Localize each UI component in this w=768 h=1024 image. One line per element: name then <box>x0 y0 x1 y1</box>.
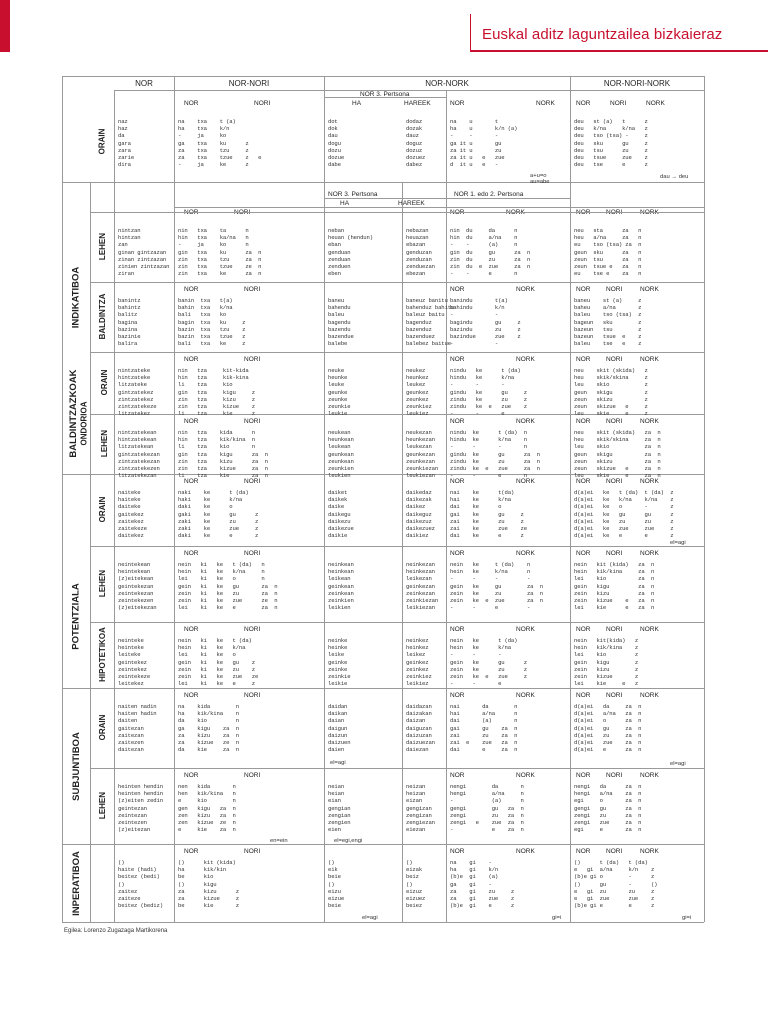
sub-header-label: NORI <box>244 286 261 293</box>
column-divider <box>446 90 447 182</box>
sub-header-label: NOR <box>450 100 465 107</box>
sub-header-label: NOR <box>450 356 465 363</box>
sub-header-label: NORK <box>640 209 659 216</box>
subsection-baldintza: BALDINTZA <box>97 293 107 339</box>
row-divider <box>90 546 704 547</box>
column-header-nor-nori-nork: NOR-NORI-NORK <box>603 79 671 88</box>
conjugation-cell-nork: nein ke t (da) n hein ke k/na n - - - - gein ke gu za n zein ke zu za n zein ke e zue za n - - e - <box>450 561 543 612</box>
conjugation-cell-nori: nin txa ta n hin txa ka/na n - ja ko n gin txa ku za n zin txa tzu za n zin txa tzue ze n zin txa ke za n <box>178 227 262 278</box>
sub-header-label: NORI <box>244 356 261 363</box>
column-divider <box>324 76 325 922</box>
sub-header-label: NORI <box>244 772 261 779</box>
row-divider <box>62 182 704 183</box>
sub-header-label: NOR 1. edo 2. Pertsona <box>454 191 524 198</box>
subsection-ondorioa: ONDORIOA <box>79 401 89 446</box>
sub-header-label: NOR <box>450 772 465 779</box>
header-underline <box>470 50 768 52</box>
sub-header-label: NORK <box>640 692 659 699</box>
sub-header-label: NORI <box>244 626 261 633</box>
conjugation-cell-nori: na txa t (a) ha txa k/n - ja ko ga txa ku z za txa tzu z za txa tzue z e - ja ke z <box>178 118 262 169</box>
subsection-orain-3: ORAIN <box>97 496 107 522</box>
sub-header-label: NORI <box>606 478 623 485</box>
section-baldintzazkoak: BALDINTZAZKOAK <box>67 368 79 458</box>
sub-header-label: NORK <box>640 418 659 425</box>
conjugation-cell-nori: nein ki ke t (da) hein ki ke k/na lei ki ke o gein ki ke gu z zein ki ke zu z zein ki ke zue ze lei ki ke e z <box>178 637 259 688</box>
subsection-lehen-2: LEHEN <box>99 429 109 457</box>
conjugation-cell-nori: naki ke t (da) haki ke k/na daki ke o gaki ke gu z zaki ke zu z zaki ke zue z daki ke e z <box>178 489 259 540</box>
table-note: el=agi <box>670 761 686 767</box>
sub-header-label: NOR <box>184 692 199 699</box>
sub-header-label: NORI <box>244 692 261 699</box>
sub-header-label: NORK <box>646 100 665 107</box>
sub-header-label: NOR <box>450 418 465 425</box>
conjugation-cell-nori: () kit (kida) ha kik/kin be kio () kigu za kizu z za kizue z be kie z <box>178 859 239 910</box>
subsection-lehen: LEHEN <box>97 232 107 260</box>
sub-header-label: HAREEK <box>398 200 425 207</box>
conjugation-cell-nnn: nein kit (kida) za n hein kik/kina za n lei kio za n gein kigu za n zein kizu za n zein kizue e za n lei kie e za n <box>574 561 655 612</box>
sub-header-label: NOR <box>576 848 591 855</box>
column-divider <box>174 76 175 922</box>
conjugation-cell-nori: nen kida n hen kik/kina n e kio n gen kigu za n zen kizu za n zen kizue ze n e kie za n <box>178 783 236 834</box>
sub-header-label: NORK <box>640 356 659 363</box>
conjugation-cell-hareek: baneuz banitu bahenduz bahitu baleuz baitu bagenduz bazenduz bazenduez balebez baitue <box>406 297 455 348</box>
table-note: dau → deu <box>660 174 689 180</box>
subsection-lehen-3: LEHEN <box>97 569 107 597</box>
section-subjuntiboa: SUBJUNTIBOA <box>70 731 82 801</box>
row-divider <box>90 768 704 769</box>
sub-header-label: NORK <box>536 100 555 107</box>
row-divider <box>90 622 704 623</box>
conjugation-cell-ha: neukean heunkean leukean geunkean zeunkean zeunkien leukien <box>328 429 354 480</box>
conjugation-cell-hareek: neukez heunkez leukez geunkez zeunkez zeunkiez leukiez <box>406 367 432 418</box>
sub-header-label: NOR <box>450 626 465 633</box>
sub-header-label: NORK <box>516 626 535 633</box>
sub-header-label: NOR <box>450 692 465 699</box>
column-divider <box>90 182 91 922</box>
sub-header-label: NOR <box>576 100 591 107</box>
row-divider <box>90 282 704 283</box>
sub-header-label: NORI <box>244 550 261 557</box>
conjugation-cell-ha: baneu bahendu baleu bagendu bazendu bazendue balebe <box>328 297 354 348</box>
sub-header-label: NORK <box>640 626 659 633</box>
subsection-lehen-4: LEHEN <box>97 791 107 819</box>
conjugation-cell-nori: na kida n ha kik/kina n da kio n ga kigu za n za kizu za n za kizue ze n da kie za n <box>178 703 239 754</box>
sub-header-label: NOR <box>576 692 591 699</box>
sub-header-label: NORK <box>516 286 535 293</box>
conjugation-cell-nork: nindu ke t (da) n hindu ke k/na n - - - n gindu ke gu za n zindu ke zu za n zindu ke e zue za n - - e n <box>450 429 540 480</box>
row-divider <box>62 844 704 845</box>
sub-header-label: NOR <box>576 418 591 425</box>
conjugation-cell-nnn: nengi da za n hengi a/na za n egi o za n gengi gu za n zengi zu za n zengi zue za n egi e za n <box>574 783 642 834</box>
conjugation-cell-nnn: baneu st (a) z baheu a/na z baleu tso (tsa) z bageun sku z bazeun tsu z bazeun tsue e z baleu tse e z <box>574 297 642 348</box>
sub-header-label: NORK <box>640 550 659 557</box>
conjugation-cell-hareek: neinkez heinkez leikez geinkez zeinkez zeinkiez leikiez <box>406 637 432 688</box>
conjugation-cell-nor: heinten hendin heinten hendin (z)eiten zedin geintezan zeintezan zeintezen (z)eitezan <box>118 783 163 834</box>
conjugation-cell-ha: neuke heunke leuke geunke zeunke zeunkie leukie <box>328 367 351 418</box>
conjugation-cell-hareek: () eizak beiz () eizuz eizuez beiez <box>406 859 426 910</box>
table-note: en=ein <box>270 838 288 844</box>
conjugation-cell-nor: nintzatekean hintzatekean litzatekean gintzatekezan zintzatekezan zintzatekezen litzatekezan <box>118 429 160 480</box>
conjugation-cell-nnn: d(a)ei da za n d(a)ei a/na za n d(a)ei o za n d(a)ei gu za n d(a)ei zu za n d(a)ei zue za n d(a)ei e za n <box>574 703 642 754</box>
column-header-nor-nori: NOR-NORI <box>228 79 270 88</box>
sub-header-label: NORK <box>516 692 535 699</box>
sub-header-label: NOR 3. Pertsona <box>328 191 378 198</box>
column-header-nor-nork: NOR-NORK <box>425 79 469 88</box>
sub-header-label: NORK <box>640 772 659 779</box>
sub-header-label: HAREEK <box>404 100 431 107</box>
subsection-orain: ORAIN <box>97 128 107 155</box>
row-divider <box>62 76 704 77</box>
conjugation-cell-nnn: neu sta za n heu a/na za n eu tso (tsa) za n geun sku za n zeun tsu za n zeun tsue e za n eu tse e za n <box>574 227 642 278</box>
sub-header-label: NORI <box>244 478 261 485</box>
conjugation-cell-nnn: d(a)ei ke t (da) t (da) z d(a)ei ke k/na k/na z d(a)ei ke o - z d(a)ei ke gu gu z d(a)ei ke zu zu z d(a)ei ke zue zue z d(a)ei ke e e z <box>574 489 674 540</box>
conjugation-cell-nor: () haite (hadi) beitez (bedi) () zaitez zaiteze beitez (bediz) <box>118 859 163 910</box>
sub-header-label: NOR <box>184 478 199 485</box>
sub-header-label: NOR <box>576 626 591 633</box>
sub-header-label: NOR <box>576 286 591 293</box>
conjugation-cell-nork: na gi - ha gi k/n (b)e gi (a) ga gi - za gi zu z za gi zue z (b)e gi e z <box>450 859 515 910</box>
sub-header-label: HA <box>340 200 350 207</box>
header-accent-bar <box>0 0 10 52</box>
conjugation-cell-ha: neian heian eian gengian zengian zengien eien <box>328 783 351 834</box>
sub-header-label: NOR <box>184 550 199 557</box>
sub-header-label: NOR <box>184 418 199 425</box>
sub-header-label: NORI <box>606 772 623 779</box>
row-divider <box>324 97 446 98</box>
conjugation-cell-hareek: neinkezan heinkezan leikezan geinkezan zeinkezan zeinkiezan leikiezan <box>406 561 439 612</box>
sub-header-label: NORI <box>606 356 623 363</box>
sub-header-label: NORK <box>516 848 535 855</box>
sub-header-label: NORK <box>506 209 525 216</box>
conjugation-cell-nork: nai ke t(da) hai ke k/na dai ke o gai ke gu z zai ke zu z zai ke zue ze dai ke e z <box>450 489 527 540</box>
conjugation-cell-ha: neinkean heinkean leikean geinkean zeinkean zeinkien leikien <box>328 561 354 612</box>
conjugation-cell-nork: nai da n hai a/na n dai (a) n gai gu za n zai zu za n zai e zue za n dai e za n <box>450 703 518 754</box>
section-potentziala: POTENTZIALA <box>70 583 82 650</box>
row-divider <box>62 688 704 689</box>
sub-header-label: NORK <box>516 356 535 363</box>
conjugation-cell-nork: nin du da n hin du a/na n - - (a) n gin du gu za n zin du zu za n zin du e zue za n - - e n <box>450 227 531 278</box>
column-divider <box>446 182 447 922</box>
row-divider <box>90 212 704 213</box>
conjugation-cell-hareek: dodaz dozak dauz doguz dozuz dozuez dabez <box>406 118 426 169</box>
section-indikatiboa: INDIKATIBOA <box>70 266 82 329</box>
conjugation-cell-nor: nintzan hintzan zan ginan gintzazan zinan zintzazan zinien zintzazan ziran <box>118 227 170 278</box>
table-note: gi=i <box>682 915 692 921</box>
conjugation-cell-nork: na u t ha u k/n (a) - - - ga it u gu za it u zu za it u e zue d it u e - <box>450 118 518 169</box>
conjugation-cell-nori: nein ki ke t (da) n hein ki ke k/na n lei ki ke o n gein ki ke gu za n zein ki ke zu za n zein ki ke zue ze n lei ki ke e za n <box>178 561 278 612</box>
table-note: a+u=o au=abe <box>530 173 550 185</box>
conjugation-cell-nork: nengi da n hengi a/na n - (a) n gengi gu za n zengi zu za n zengi e zue za n - e za n <box>450 783 524 834</box>
conjugation-cell-nnn: neu skit (skida) za n heu skik/skina za n leu skio za n geun skigu za n zeun skizu za n zeun skizue e za n leu skie e za n <box>574 429 661 480</box>
conjugation-cell-ha: daidan daikan daian daigun daizun daizuen daien <box>328 703 351 754</box>
row-divider <box>90 352 704 353</box>
conjugation-cell-hareek: neukezan heunkezan leukezan geunkezan zeunkezan zeunkiezan leukiezan <box>406 429 439 480</box>
table-note: gi=i <box>552 915 562 921</box>
conjugation-cell-nor: naiten nadin haiten hadin daiten gaitezan zaitezan zaitezen daitezan <box>118 703 157 754</box>
conjugation-cell-ha: () eik beie () eizu eizue beie <box>328 859 345 910</box>
conjugation-cell-hareek: neizan heizan eizan gengizan zengizan zengiezan eiezan <box>406 783 435 834</box>
sub-header-label: NOR <box>576 772 591 779</box>
conjugation-cell-nori: banin txa t(a) bahin txa k/na bali txa ko bagin txa ku z bazin txa tzu z bazin txa tzue z bali txa ke z <box>178 297 246 348</box>
sub-header-label: NOR <box>184 209 199 216</box>
sub-header-label: NORI <box>606 209 623 216</box>
row-divider <box>324 198 570 199</box>
sub-header-label: NOR <box>450 478 465 485</box>
column-divider <box>62 76 63 922</box>
conjugation-cell-hareek: nebazan heuazan ebazan genduzan zenduzan zenduezan ebezan <box>406 227 435 278</box>
sub-header-label: NOR <box>576 478 591 485</box>
column-divider <box>704 76 705 922</box>
sub-header-label: NOR <box>450 209 465 216</box>
column-header-nor: NOR <box>135 79 153 88</box>
sub-header-label: NORK <box>516 772 535 779</box>
conjugation-cell-nork: banindu t(a) bahindu k/n - - bagindu gu z bazindu zu z bazindue zue z - - <box>450 297 521 348</box>
column-divider <box>570 76 571 922</box>
sub-header-label: NORK <box>516 550 535 557</box>
sub-header-label: NOR <box>450 848 465 855</box>
author-credit: Egilea: Lorenzo Zugazaga Martikorena <box>64 928 168 934</box>
sub-header-label: NOR <box>184 848 199 855</box>
conjugation-cell-nnn: nein kit(kida) z hein kik/kina z lei kio z gein kigu z zein kizu z zein kizue z lei kie e z <box>574 637 639 688</box>
row-divider <box>174 207 704 208</box>
sub-header-label: NOR <box>450 286 465 293</box>
sub-header-label: NOR <box>184 100 199 107</box>
row-divider <box>62 922 704 923</box>
sub-header-label: NOR <box>576 209 591 216</box>
sub-header-label: NORK <box>640 286 659 293</box>
column-divider <box>402 182 403 922</box>
sub-header-label: NOR <box>576 356 591 363</box>
sub-header-label: NORK <box>640 848 659 855</box>
sub-header-label: NORI <box>244 418 261 425</box>
sub-header-label: NORI <box>606 848 623 855</box>
section-inperatiboa: INPERATIBOA <box>70 850 82 916</box>
sub-header-label: NOR <box>450 550 465 557</box>
sub-header-label: NORI <box>606 286 623 293</box>
sub-header-label: NOR <box>184 286 199 293</box>
sub-header-label: NORI <box>234 209 251 216</box>
sub-header-label: NORK <box>640 478 659 485</box>
conjugation-cell-nor: nintzateke hintzateke litzateke gintzatekez zintzatekez zintzatekeze litzatekez <box>118 367 157 418</box>
conjugation-cell-hareek: daikedaz daikezak daikez daikeguz daikezuz daikezuez daikiez <box>406 489 435 540</box>
conjugation-cell-nor: naz haz da gara zara zarie dira <box>118 118 135 169</box>
subsection-hipotetikoa: HIPOTETIKOA <box>97 626 107 682</box>
sub-header-label: NOR <box>576 550 591 557</box>
conjugation-cell-nnn: neu skit (skida) z heu skik/skina z leu skio z geun skigu z zeun skizu z zeun skizue e z leu skie e z <box>574 367 648 418</box>
conjugation-cell-hareek: daidazan daizakan daizan daiguzan daizuzan daizuezan daiezan <box>406 703 435 754</box>
sub-header-label: HA <box>352 100 362 107</box>
sub-header-label: NORI <box>606 418 623 425</box>
sub-header-label: NOR 3. Pertsona <box>360 91 410 98</box>
conjugation-cell-nor: neintekean heintekean (z)eitekean geintekezan zeintekezan zeintekezen (z)eitekezan <box>118 561 157 612</box>
conjugation-cell-ha: daiket daikek daike daikegu daikezu daikezue daikie <box>328 489 354 540</box>
header-divider <box>470 14 471 52</box>
sub-header-label: NORI <box>606 626 623 633</box>
subsection-orain-4: ORAIN <box>97 714 107 740</box>
table-note: el=agi <box>670 540 686 546</box>
conjugation-cell-ha: neinke heinke leike geinke zeinke zeinkie leikie <box>328 637 351 688</box>
conjugation-cell-nor: banintz bahintz balitz bagina bazina bazinie balira <box>118 297 141 348</box>
sub-header-label: NORK <box>516 478 535 485</box>
subsection-orain-2: ORAIN <box>99 369 109 395</box>
conjugation-cell-nork: nein ke t (da) hein ke k/na - - - gein ke gu z zein ke zu z zein ke e zue z - - e <box>450 637 527 688</box>
conjugation-cell-ha: neban heuan (hendun) eban genduan zenduan zenduen eben <box>328 227 373 278</box>
conjugation-cell-nor: neinteke heinteke leiteke geintekez zeintekez zeintekeze leitekez <box>118 637 151 688</box>
sub-header-label: NORI <box>606 692 623 699</box>
conjugation-cell-ha: dot dok dau dogu dozu dozue dabe <box>328 118 345 169</box>
table-note: el=egi,engi <box>334 838 363 844</box>
sub-header-label: NORI <box>254 100 271 107</box>
conjugation-cell-nori: nin tza kida n hin tza kik/kina n li tza kio n gin tza kigu za n zin tza kizu za n zin tza kizue za n li tza kie za n <box>178 429 268 480</box>
table-note: el=agi <box>362 915 378 921</box>
conjugation-cell-nori: nin tza kit-kida hin tza kik-kina li tza kio gin tza kigu z zin tza kizu z zin tza kizue z li tza kie z <box>178 367 255 418</box>
sub-header-label: NOR <box>184 772 199 779</box>
sub-header-label: NOR <box>184 356 199 363</box>
page-title: Euskal aditz laguntzailea bizkaieraz <box>482 26 723 43</box>
sub-header-label: NORI <box>606 550 623 557</box>
conjugation-cell-nork: nindu ke t (da) hindu ke k/na - - - gindu ke gu z zindu ke zu z zindu ke e zue z - - e <box>450 367 527 418</box>
conjugation-cell-nnn: deu st (a) t z deu k/na k/na z deu tso (tsa) - z deu sku gu z deu tsu zu z deu tsue zue z deu tse e z <box>574 118 648 169</box>
sub-header-label: NORI <box>244 848 261 855</box>
verb-conjugation-table <box>62 76 704 923</box>
sub-header-label: NORI <box>610 100 627 107</box>
conjugation-cell-nor: naiteke haiteke daiteke gaitekez zaitekez zaitekeze daitekez <box>118 489 147 540</box>
conjugation-cell-nnn: () t (da) t (da) e gi a/na k/n z (b)e gi o - z () gu - () e gi zu zu z e gi zue zue z (b)e gi e e z <box>574 859 658 910</box>
column-divider <box>114 90 115 922</box>
sub-header-label: NOR <box>184 626 199 633</box>
table-note: el=agi <box>330 760 346 766</box>
sub-header-label: NORK <box>516 418 535 425</box>
